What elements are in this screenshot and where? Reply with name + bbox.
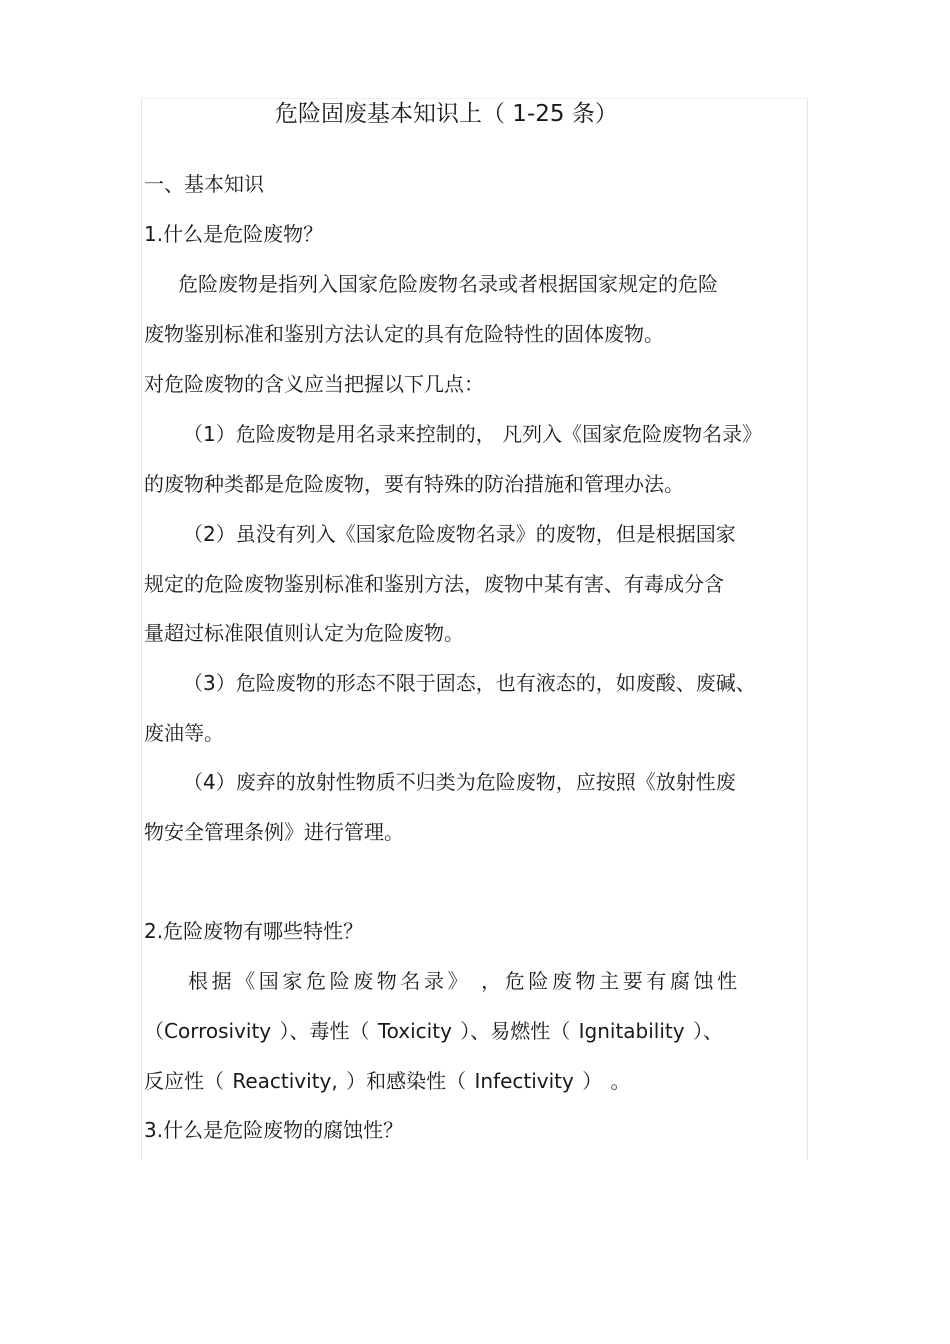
answer-2-line-2: （Corrosivity ）、毒性（ Toxicity ）、易燃性（ Ignitability ）、 [144,1019,723,1043]
point-1-line-1: （1）危险废物是用名录来控制的， 凡列入《国家危险废物名录》 [183,422,763,446]
point-2-line-2: 规定的危险废物鉴别标准和鉴别方法，废物中某有害、有毒成分含 [144,572,724,596]
point-4-line-1: （4）废弃的放射性物质不归类为危险废物，应按照《放射性废 [183,770,736,794]
key-points-intro: 对危险废物的含义应当把握以下几点： [144,372,484,396]
answer-2-line-3: 反应性（ Reactivity, ）和感染性（ Infectivity ） 。 [144,1069,631,1093]
answer-1-line-2: 废物鉴别标准和鉴别方法认定的具有危险特性的固体废物。 [144,322,664,346]
point-2-line-3: 量超过标准限值则认定为危险废物。 [144,621,464,645]
point-2-line-1: （2）虽没有列入《国家危险废物名录》的废物，但是根据国家 [183,522,736,546]
point-3-line-2: 废油等。 [144,721,224,745]
document-title: 危险固废基本知识上（ 1-25 条） [275,101,618,127]
question-3: 3.什么是危险废物的腐蚀性？ [144,1118,404,1142]
point-1-line-2: 的废物种类都是危险废物，要有特殊的防治措施和管理办法。 [144,472,684,496]
question-1: 1.什么是危险废物？ [144,222,324,246]
section-heading: 一、基本知识 [144,172,264,196]
answer-1-line-1: 危险废物是指列入国家危险废物名录或者根据国家规定的危险 [178,272,718,296]
point-4-line-2: 物安全管理条例》进行管理。 [144,820,404,844]
point-3-line-1: （3）危险废物的形态不限于固态，也有液态的，如废酸、废碱、 [183,671,756,695]
answer-2-line-1: 根据《国家危险废物名录》 ，危险废物主要有腐蚀性 [188,969,741,993]
question-2: 2.危险废物有哪些特性？ [144,919,364,943]
